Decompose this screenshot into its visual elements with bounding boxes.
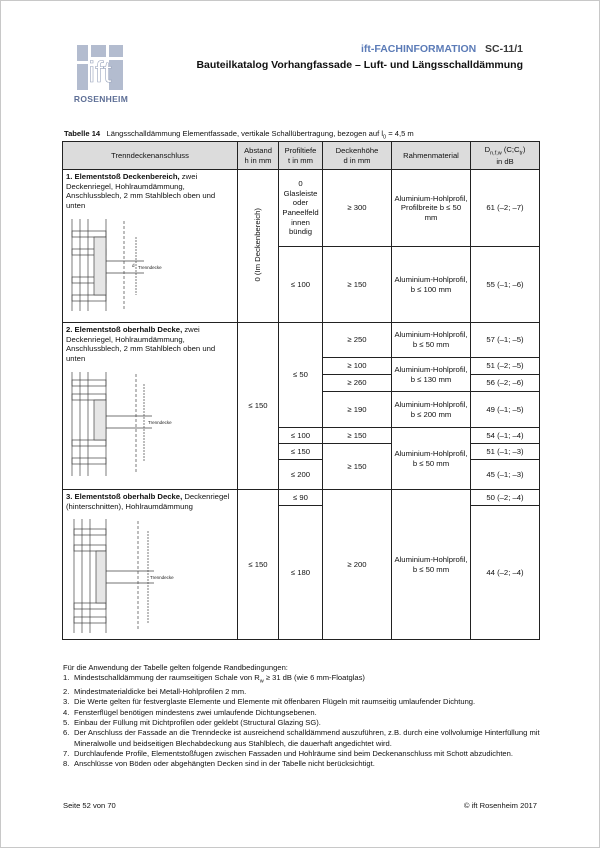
note-item: 2. Mindestmaterialdicke bei Metall-Hohlprofilen 2 mm. bbox=[63, 687, 247, 697]
section2-value-4: 49 (–1; –5) bbox=[471, 392, 540, 428]
section2-description bbox=[63, 323, 238, 490]
table-notes bbox=[63, 663, 543, 769]
document-subtitle: Bauteilkatalog Vorhangfassade – Luft- und Längsschalldämmung bbox=[196, 59, 523, 71]
section1-text: zwei Deckenriegel, Hohlraumdämmung, Anschlussblech, 2 mm Stahlblech oben und unten bbox=[66, 172, 216, 210]
header-connection: Trenndeckenanschluss bbox=[63, 142, 238, 170]
section2-depth-6: ≤ 150 bbox=[279, 444, 323, 460]
section1-depth-1: 0 Glasleiste oder Paneelfeld innen bündig bbox=[279, 170, 323, 247]
section1-value-1: 61 (–2; –7) bbox=[471, 170, 540, 247]
note-item: 5. Einbau der Füllung mit Dichtprofilen oder geklebt (Structural Glazing SG). bbox=[63, 718, 321, 727]
section2-ceiling-1: ≥ 250 bbox=[323, 323, 392, 358]
logo-subtitle: ROSENHEIM bbox=[73, 94, 129, 104]
section2-value-6: 51 (–1; –3) bbox=[471, 444, 540, 460]
section3-value-2: 44 (–2; –4) bbox=[471, 506, 540, 640]
series-name: ift-FACHINFORMATION bbox=[360, 43, 477, 55]
note-item: 4. Fensterflügel benötigen mindestens zwei umlaufende Dichtungsebenen. bbox=[63, 707, 317, 717]
sketch-label: Trenndecke bbox=[150, 575, 174, 581]
section1-frame-2: Aluminium-Hohlprofil, b ≤ 100 mm bbox=[392, 247, 471, 323]
table-row bbox=[63, 170, 540, 247]
section3-distance: ≤ 150 bbox=[238, 490, 279, 640]
section1-value-2: 55 (–1; –6) bbox=[471, 247, 540, 323]
logo-text: ift bbox=[88, 56, 112, 89]
section2-title: 2. Elementstoß oberhalb Decke, bbox=[66, 325, 183, 334]
table-header-row bbox=[63, 142, 540, 170]
copyright: © ift Rosenheim 2017 bbox=[463, 801, 537, 810]
table-caption bbox=[64, 129, 414, 141]
section3-detail-drawing bbox=[66, 517, 186, 635]
section1-frame-1: Aluminium-Hohlprofil, Profilbreite b ≤ 50 mm bbox=[392, 170, 471, 247]
note-item: 7. Durchlaufende Profile, Elementstoßfugen zwischen Fassaden und Hohlräume sind beim Deckenanschluss mit Schott abzudichten. bbox=[63, 748, 513, 758]
header-distance: Abstand h in mm bbox=[238, 142, 279, 170]
section1-description bbox=[63, 170, 238, 323]
section3-depth-2: ≤ 180 bbox=[279, 506, 323, 640]
table-row bbox=[63, 490, 540, 506]
section2-value-3: 56 (–2; –6) bbox=[471, 375, 540, 392]
section1-ceiling-1: ≥ 300 bbox=[323, 170, 392, 247]
sketch-mark: d bbox=[132, 262, 135, 268]
section2-depth-7: ≤ 200 bbox=[279, 460, 323, 490]
section2-value-7: 45 (–1; –3) bbox=[471, 460, 540, 490]
section2-value-2: 51 (–2; –5) bbox=[471, 358, 540, 375]
notes-list bbox=[63, 673, 543, 769]
section2-detail-drawing bbox=[66, 370, 186, 478]
header-db-value: $D_{n,f,w}$ $(C;C_{tr})$ in dB bbox=[471, 142, 540, 170]
section3-ceiling: ≥ 200 bbox=[323, 490, 392, 640]
table-row bbox=[63, 323, 540, 358]
section2-value-5: 54 (–1; –4) bbox=[471, 428, 540, 444]
section2-ceiling-4: ≥ 190 bbox=[323, 392, 392, 428]
header-frame-material: Rahmenmaterial bbox=[392, 142, 471, 170]
section2-frame-4: Aluminium-Hohlprofil, b ≤ 200 mm bbox=[392, 392, 471, 428]
section2-distance: ≤ 150 bbox=[238, 323, 279, 490]
section3-depth-1: ≤ 90 bbox=[279, 490, 323, 506]
note-item: 6. Der Anschluss der Fassade an die Trenndecke ist ausreichend schalldämmend auszuführen, z.B. durch eine vollvolumige Hinterfüllung mit Mineralwolle und beidseitigen Blechabdeckung aus Stahlblech, die dauerhaft angedichtet wird. bbox=[63, 728, 540, 748]
section2-ceiling-2: ≥ 100 bbox=[323, 358, 392, 375]
caption-text: Längsschalldämmung Elementfassade, vertikale Schallübertragung, bezogen auf l bbox=[106, 129, 384, 138]
section1-distance: 0 (Im Deckenbereich) bbox=[238, 170, 279, 323]
notes-intro: Für die Anwendung der Tabelle gelten folgende Randbedingungen: bbox=[63, 663, 288, 672]
section3-text: Deckenriegel (hinterschnitten), Hohlraumdämmung bbox=[66, 492, 230, 511]
caption-tail: = 4,5 m bbox=[386, 129, 414, 138]
section1-ceiling-2: ≥ 150 bbox=[323, 247, 392, 323]
caption-label: Tabelle 14 bbox=[64, 129, 101, 138]
caption-sub: 0 bbox=[383, 134, 387, 141]
section2-depth-5: ≤ 100 bbox=[279, 428, 323, 444]
document-series bbox=[361, 43, 523, 55]
section2-depth-a: ≤ 50 bbox=[279, 323, 323, 428]
series-code: SC-11/1 bbox=[485, 43, 523, 55]
section3-description bbox=[63, 490, 238, 640]
section1-depth-2: ≤ 100 bbox=[279, 247, 323, 323]
section2-text: zwei Deckenriegel, Hohlraumdämmung, Anschlussblech, 2 mm Stahlblech oben und unten bbox=[66, 325, 216, 363]
header-profile-depth: Profiltiefe t in mm bbox=[279, 142, 323, 170]
note-item: 3. Die Werte gelten für festverglaste Elemente und Elemente mit öffenbaren Flügeln mit raumseitig umlaufender Dichtung. bbox=[63, 697, 476, 707]
section1-detail-drawing bbox=[66, 217, 186, 313]
section2-ceiling-3: ≥ 260 bbox=[323, 375, 392, 392]
sketch-label: Trenndecke bbox=[138, 264, 162, 270]
section1-title: 1. Elementstoß Deckenbereich, bbox=[66, 172, 180, 181]
section2-ceiling-5: ≥ 150 bbox=[323, 428, 392, 444]
section2-ceiling-67: ≥ 150 bbox=[323, 444, 392, 490]
section3-title: 3. Elementstoß oberhalb Decke, bbox=[66, 492, 183, 501]
logo-graphic bbox=[73, 42, 127, 94]
ift-logo bbox=[73, 42, 127, 102]
section2-frame-23: Aluminium-Hohlprofil, b ≤ 130 mm bbox=[392, 358, 471, 392]
section3-value-1: 50 (–2; –4) bbox=[471, 490, 540, 506]
note-item: 8. Anschlüsse von Böden oder abgehängten Decken sind in der Tabelle nicht berücksichtigt. bbox=[63, 759, 375, 769]
section2-frame-1: Aluminium-Hohlprofil, b ≤ 50 mm bbox=[392, 323, 471, 358]
note-item: 1. Mindestschalldämmung der raumseitigen Schale von $R_w \ge 31$ dB (wie 6 mm-Floatglas) bbox=[63, 673, 365, 685]
section3-frame: Aluminium-Hohlprofil, b ≤ 50 mm bbox=[392, 490, 471, 640]
section2-value-1: 57 (–1; –5) bbox=[471, 323, 540, 358]
sketch-label: Trenndecke bbox=[148, 419, 172, 425]
sound-insulation-table bbox=[62, 141, 540, 640]
page-number: Seite 52 von 70 bbox=[63, 801, 116, 810]
header-ceiling-height: Deckenhöhe d in mm bbox=[323, 142, 392, 170]
section2-frame-567: Aluminium-Hohlprofil, b ≤ 50 mm bbox=[392, 428, 471, 490]
